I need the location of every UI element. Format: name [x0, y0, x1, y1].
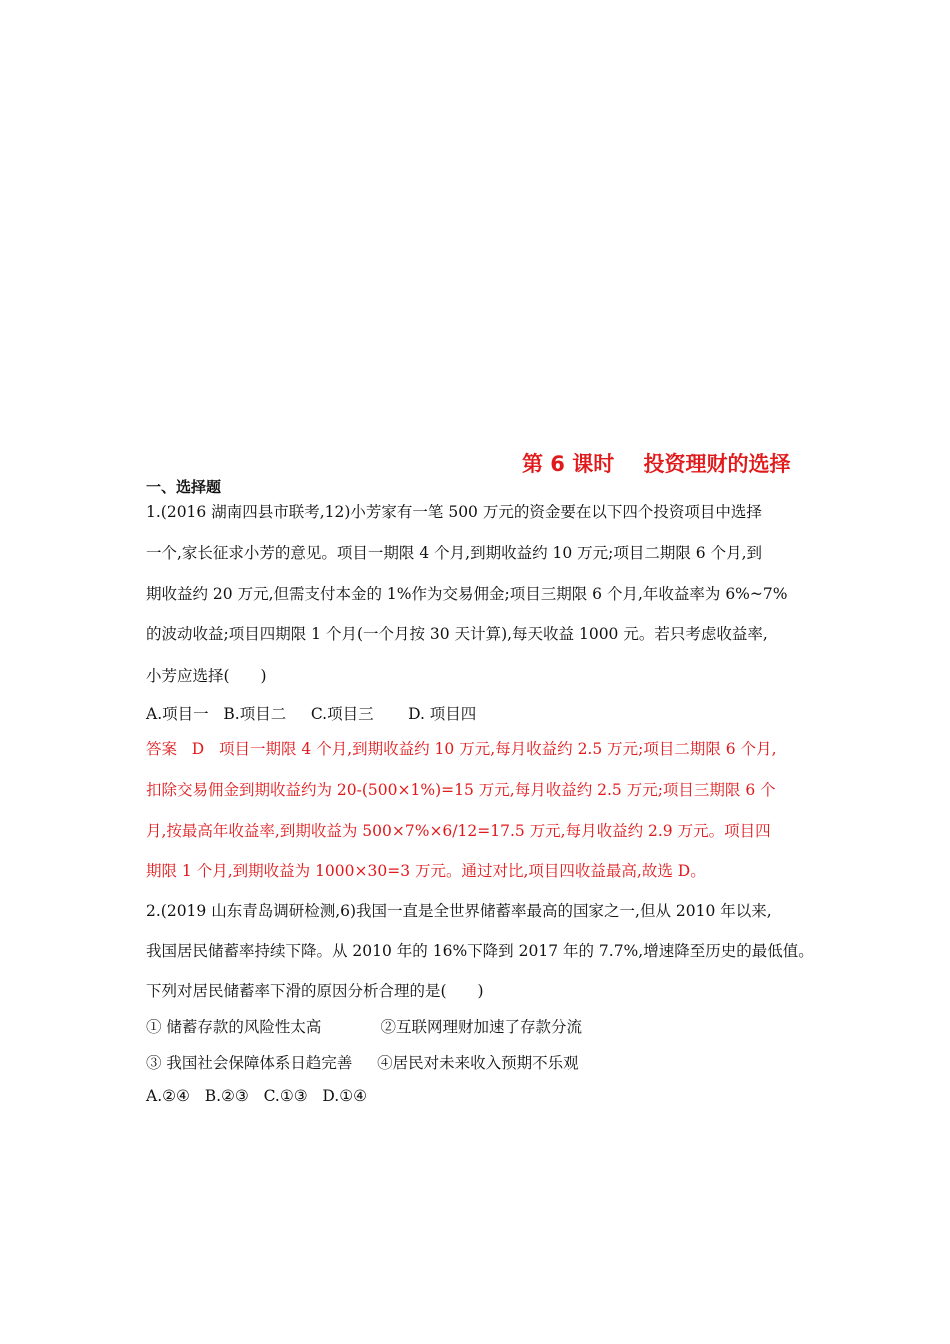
q2-options: A.②④ B.②③ C.①③ D.①④ — [146, 1087, 367, 1105]
lesson-title: 第 6 课时 投资理财的选择 — [522, 452, 791, 476]
q1-options: A.项目一 B.项目二 C.项目三 D. 项目四 — [146, 705, 477, 723]
q1-answer-line-2: 扣除交易佣金到期收益约为 20-(500×1%)=15 万元,每月收益约 2.5 万元;项目三期限 6 个 — [146, 781, 776, 799]
q1-answer-line-3: 月,按最高年收益率,到期收益为 500×7%×6/12=17.5 万元,每月收益约 2.9 万元。项目四 — [146, 822, 771, 840]
q1-answer-line-4: 期限 1 个月,到期收益为 1000×30=3 万元。通过对比,项目四收益最高,故选 D。 — [146, 862, 706, 880]
q1-line-2: 一个,家长征求小芳的意见。项目一期限 4 个月,到期收益约 10 万元;项目二期限 6 个月,到 — [146, 544, 763, 562]
q2-line-1: 2.(2019 山东青岛调研检测,6)我国一直是全世界储蓄率最高的国家之一,但从 2010 年以来, — [146, 902, 772, 920]
q2-line-2: 我国居民储蓄率持续下降。从 2010 年的 16%下降到 2017 年的 7.7%,增速降至历史的最低值。 — [146, 942, 814, 960]
q1-answer-line-1: 答案 D 项目一期限 4 个月,到期收益约 10 万元,每月收益约 2.5 万元;项目二期限 6 个月, — [146, 740, 777, 758]
q1-line-3: 期收益约 20 万元,但需支付本金的 1%作为交易佣金;项目三期限 6 个月,年收益率为 6%~7% — [146, 585, 788, 603]
q1-line-5: 小芳应选择( ) — [146, 667, 267, 685]
section-heading: 一、选择题 — [146, 478, 222, 496]
q2-statements-2: ③ 我国社会保障体系日趋完善 ④居民对未来收入预期不乐观 — [146, 1054, 579, 1072]
q1-line-1: 1.(2016 湖南四县市联考,12)小芳家有一笔 500 万元的资金要在以下四个投资项目中选择 — [146, 503, 762, 521]
q2-statements-1: ① 储蓄存款的风险性太高 ②互联网理财加速了存款分流 — [146, 1018, 583, 1036]
q2-line-3: 下列对居民储蓄率下滑的原因分析合理的是( ) — [146, 982, 484, 1000]
q1-line-4: 的波动收益;项目四期限 1 个月(一个月按 30 天计算),每天收益 1000 元。若只考虑收益率, — [146, 625, 768, 643]
